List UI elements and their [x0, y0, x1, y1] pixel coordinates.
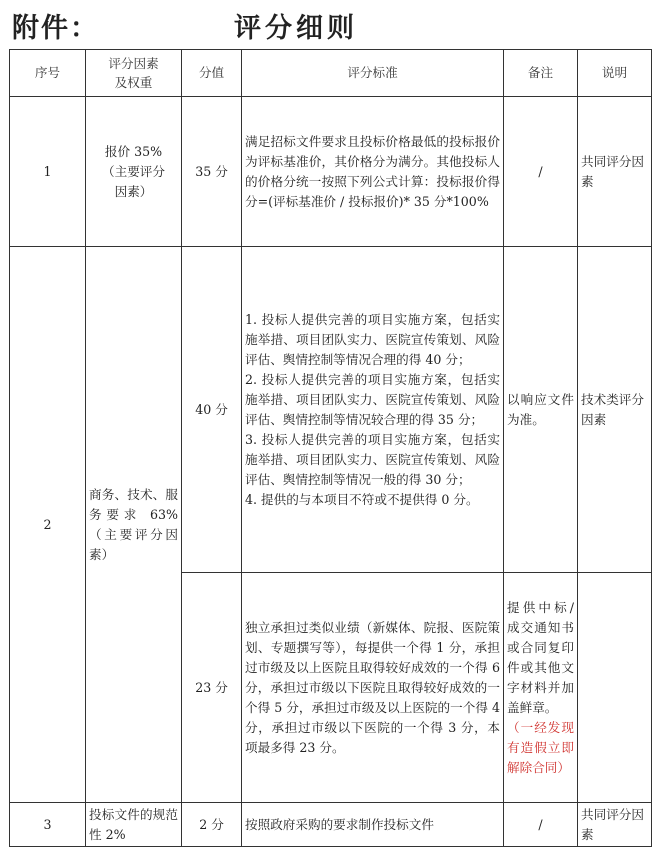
page-header [12, 6, 652, 46]
table-row [10, 803, 652, 847]
col-header-factor: 评分因素 及权重 [86, 50, 182, 97]
row-note: / [504, 803, 578, 847]
row-score: 2 分 [182, 803, 242, 847]
col-header-standard: 评分标准 [242, 50, 504, 97]
row-explain: 共同评分因素 [578, 97, 652, 247]
row-explain: 技术类评分因素 [578, 247, 652, 573]
col-header-score: 分值 [182, 50, 242, 97]
row-standard: 独立承担过类似业绩（新媒体、院报、医院策划、专题撰写等），每提供一个得 1 分，承担过市级及以上医院且取得较好成效的一个得 6 分，承担过市级以下医院且取得较好成效的一个得 5 分，承担过市级及以上医院的一个得 4 分，承担过市级以下医院的一个得 3 分，本项最多得 23 分。 [242, 573, 504, 803]
row-note: 以响应文件为准。 [504, 247, 578, 573]
row-factor: 商务、技术、服务要求 63%（主要评分因素） [86, 247, 182, 803]
row-explain: 共同评分因素 [578, 803, 652, 847]
row-note-warning: （一经发现有造假立即解除合同） [507, 719, 574, 775]
row-factor: 报价 35% （主要评分 因素） [86, 97, 182, 247]
row-standard: 满足招标文件要求且投标价格最低的投标报价为评标基准价，其价格分为满分。其他投标人的价格分统一按照下列公式计算：投标报价得分=(评标基准价 / 投标报价)* 35 分*100% [242, 97, 504, 247]
table-row [10, 247, 652, 573]
row-score: 40 分 [182, 247, 242, 573]
attachment-label: 附件： [12, 13, 99, 44]
row-seq: 1 [10, 97, 86, 247]
page-title: 评分细则 [234, 13, 358, 44]
table-header-row [10, 50, 652, 97]
col-header-explain: 说明 [578, 50, 652, 97]
row-note: / [504, 97, 578, 247]
row-note-text: 提供中标/成交通知书或合同复印件或其他文字材料并加盖鲜章。 [507, 599, 574, 715]
row-standard: 1. 投标人提供完善的项目实施方案，包括实施举措、项目团队实力、医院宣传策划、风险评估、舆情控制等情况合理的得 40 分； 2. 投标人提供完善的项目实施方案，包括实施举措、项目团队实力、医院宣传策划、风险评估、舆情控制等情况较合理的得 35 分； 3. 投标人提供完善的项目实施方案，包括实施举措、项目团队实力、医院宣传策划、风险评估、舆情控制等情况一般的得 30 分； 4. 提供的与本项目不符或不提供得 0 分。 [242, 247, 504, 573]
row-factor: 投标文件的规范性 2% [86, 803, 182, 847]
row-standard: 按照政府采购的要求制作投标文件 [242, 803, 504, 847]
col-header-seq: 序号 [10, 50, 86, 97]
table-row [10, 97, 652, 247]
row-note [504, 573, 578, 803]
scoring-table [9, 49, 652, 847]
row-score: 23 分 [182, 573, 242, 803]
row-seq: 2 [10, 247, 86, 803]
row-score: 35 分 [182, 97, 242, 247]
row-explain [578, 573, 652, 803]
row-seq: 3 [10, 803, 86, 847]
col-header-note: 备注 [504, 50, 578, 97]
